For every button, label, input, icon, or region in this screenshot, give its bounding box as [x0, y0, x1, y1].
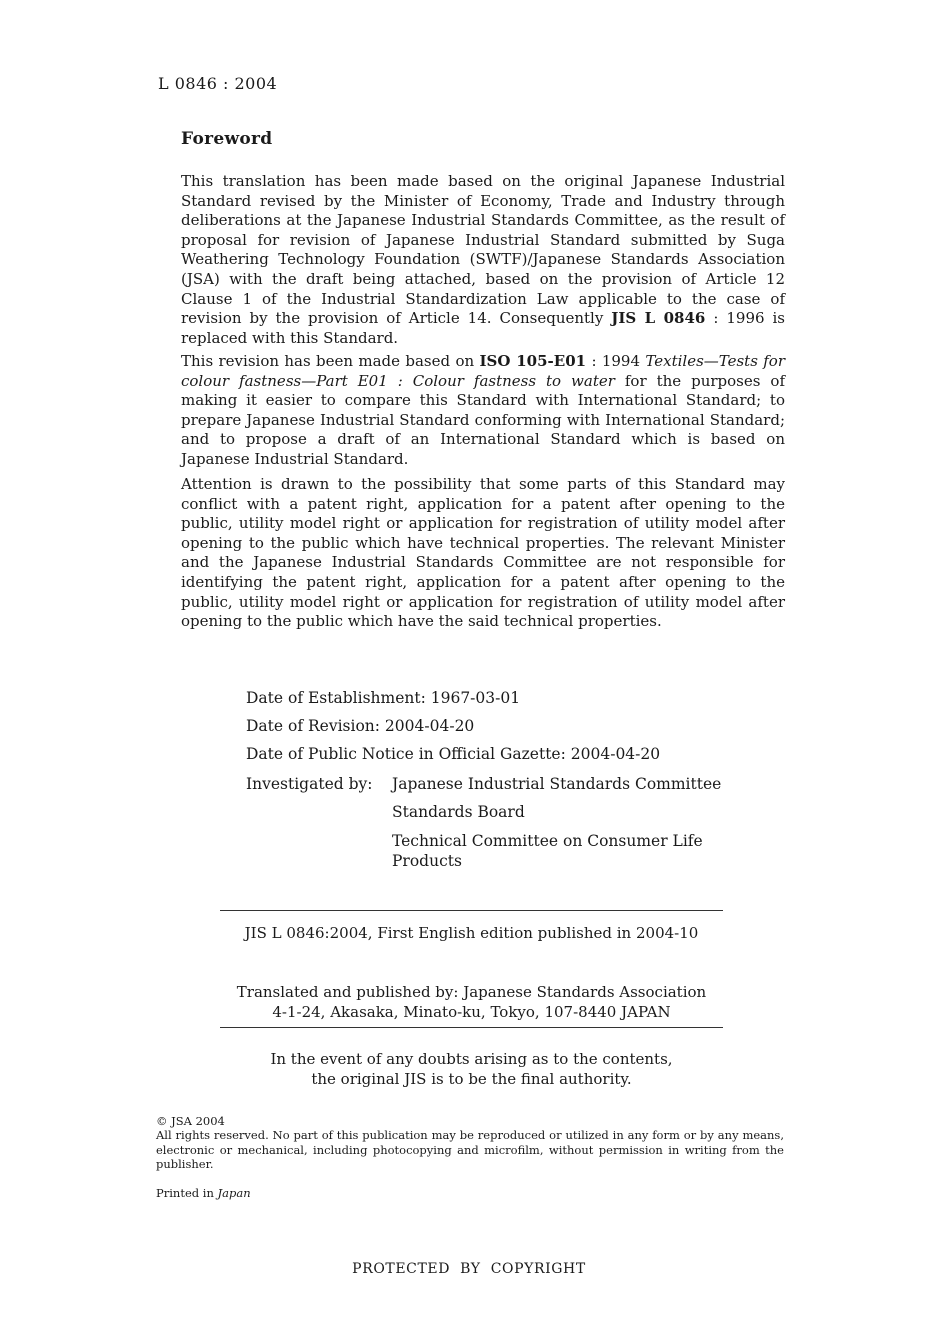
authority-line-1: In the event of any doubts arising as to the contents, — [270, 1050, 673, 1068]
rights-reserved-text: All rights reserved. No part of this publication may be reproduced or utilized in any form or by any means, electronic or mechanical, including photocopying and microfilm, without permission in writing from the publisher. — [156, 1128, 784, 1171]
investigated-by-committee: Japanese Industrial Standards Committee — [392, 775, 722, 793]
foreword-paragraph-3: Attention is drawn to the possibility that some parts of this Standard may conflict with a patent right, application for a patent after opening to the public, utility model right or application for registration of utility model after opening to the public which have technical properties. The relevant Minister and the Japanese Industrial Standards Committee are not responsible for identifying the patent right, application for a patent after opening to the public, utility model right or application for registration of utility model after opening to the public which have the said technical properties. — [181, 475, 785, 631]
p2-text-c: for the purposes of making it easier to compare this Standard with International Standard; to prepare Japanese Industrial Standard conforming with International Standard; and to propose a draft of an International Standard which is based on Japanese Industrial Standard. — [181, 371, 785, 468]
date-of-revision: Date of Revision: 2004-04-20 — [246, 717, 475, 735]
p2-text-b: : 1994 — [586, 352, 646, 370]
p2-text-a: This revision has been made based on — [181, 352, 480, 370]
authority-statement — [220, 1050, 723, 1089]
p1-standard-ref: JIS L 0846 — [611, 309, 706, 328]
p1-text-a: This translation has been made based on the original Japanese Industrial Standard revised by the Minister of Economy, Trade and Industry through deliberations at the Japanese Industrial Standards Committee, as the result of proposal for revision of Japanese Industrial Standard submitted by Suga Weathering Technology Foundation (SWTF)/Japanese Standards Association (JSA) with the draft being attached, based on the provision of Article 12 Clause 1 of the Industrial Standardization Law applicable to the case of revision by the provision of Article 14. Consequently — [181, 172, 785, 328]
divider-bottom — [220, 1027, 723, 1028]
publisher-line-1: Translated and published by: Japanese Standards Association — [236, 983, 707, 1001]
p1-text-b: : 1996 is replaced with this Standard. — [181, 309, 785, 347]
p2-iso-ref: ISO 105-E01 — [479, 352, 587, 370]
printed-in-country: Japan — [217, 1186, 251, 1200]
printed-in — [156, 1186, 251, 1201]
date-of-public-notice: Date of Public Notice in Official Gazette: 2004-04-20 — [246, 745, 661, 763]
document-code: L 0846 : 2004 — [158, 74, 278, 93]
foreword-heading: Foreword — [181, 129, 273, 149]
authority-line-2: the original JIS is to be the final authority. — [311, 1069, 632, 1088]
p2-iso-title: Textiles—Tests for colour fastness—Part E01 : Colour fastness to water — [181, 352, 786, 390]
printed-in-label: Printed in — [156, 1186, 214, 1200]
publisher-block — [220, 983, 723, 1022]
edition-statement: JIS L 0846:2004, First English edition published in 2004-10 — [244, 924, 699, 942]
protected-by-copyright-footer: PROTECTED BY COPYRIGHT — [352, 1261, 586, 1277]
publisher-address: 4-1-24, Akasaka, Minato-ku, Tokyo, 107-8440 JAPAN — [272, 1002, 671, 1021]
copyright-notice: © JSA 2004 — [156, 1114, 225, 1128]
divider-top — [220, 910, 723, 911]
foreword-paragraph-1 — [181, 172, 785, 348]
date-of-establishment: Date of Establishment: 1967-03-01 — [246, 689, 521, 707]
investigated-by-board: Standards Board — [392, 803, 525, 821]
investigated-by-technical-committee: Technical Committee on Consumer Life Products — [392, 832, 703, 870]
foreword-paragraph-2 — [181, 352, 785, 470]
investigated-by-label: Investigated by: — [246, 775, 373, 793]
